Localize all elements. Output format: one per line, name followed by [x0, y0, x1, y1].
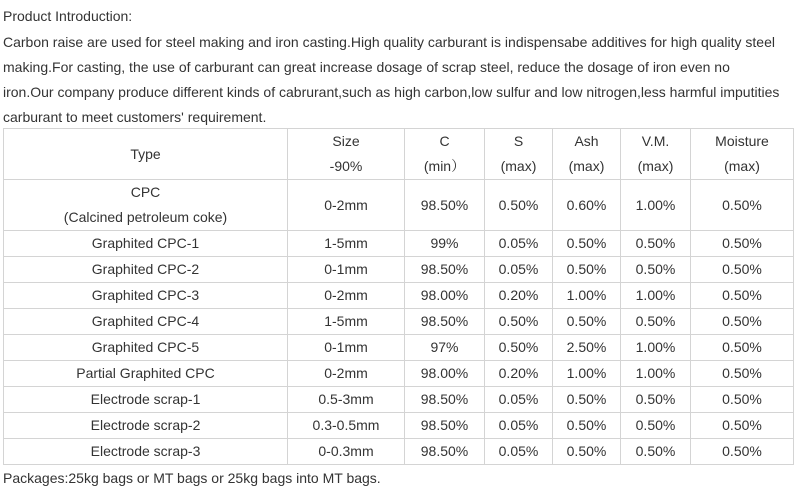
- cell-volatile-matter: 1.00%: [621, 335, 691, 361]
- cell-ash: 0.50%: [553, 309, 621, 335]
- cell-moisture: 0.50%: [691, 309, 794, 335]
- cell-ash: 0.50%: [553, 257, 621, 283]
- cell-carbon: 98.50%: [405, 257, 485, 283]
- cell-moisture: 0.50%: [691, 257, 794, 283]
- intro-line: Carbon raise are used for steel making and iron casting.High quality carburant is indispensabe additives for high quality steel: [3, 34, 775, 50]
- cell-size: 0-1mm: [288, 335, 405, 361]
- cell-sulfur: 0.50%: [485, 335, 553, 361]
- cell-moisture: 0.50%: [691, 413, 794, 439]
- cell-carbon: 98.00%: [405, 361, 485, 387]
- cell-type: Graphited CPC-1: [4, 231, 288, 257]
- cell-size: 0-1mm: [288, 257, 405, 283]
- cell-type: CPC (Calcined petroleum coke): [4, 180, 288, 231]
- cell-sulfur: 0.20%: [485, 361, 553, 387]
- cell-type: Graphited CPC-2: [4, 257, 288, 283]
- cell-moisture: 0.50%: [691, 387, 794, 413]
- header-ash: Ash (max): [553, 129, 621, 180]
- cell-sulfur: 0.50%: [485, 180, 553, 231]
- table-row: [4, 257, 794, 283]
- cell-volatile-matter: 0.50%: [621, 309, 691, 335]
- cell-volatile-matter: 0.50%: [621, 439, 691, 465]
- cell-size: 0-2mm: [288, 283, 405, 309]
- cell-size: 1-5mm: [288, 231, 405, 257]
- table-row: [4, 361, 794, 387]
- cell-carbon: 99%: [405, 231, 485, 257]
- cell-type: Partial Graphited CPC: [4, 361, 288, 387]
- table-row: [4, 283, 794, 309]
- cell-type: Graphited CPC-5: [4, 335, 288, 361]
- table-body: [4, 129, 794, 465]
- cell-type: Graphited CPC-3: [4, 283, 288, 309]
- cell-volatile-matter: 0.50%: [621, 413, 691, 439]
- cell-moisture: 0.50%: [691, 283, 794, 309]
- cell-ash: 0.60%: [553, 180, 621, 231]
- cell-ash: 1.00%: [553, 361, 621, 387]
- table-row: [4, 439, 794, 465]
- header-size: Size -90%: [288, 129, 405, 180]
- cell-size: 0-2mm: [288, 180, 405, 231]
- cell-ash: 0.50%: [553, 439, 621, 465]
- cell-volatile-matter: 1.00%: [621, 283, 691, 309]
- cell-ash: 0.50%: [553, 413, 621, 439]
- cell-carbon: 97%: [405, 335, 485, 361]
- cell-sulfur: 0.05%: [485, 439, 553, 465]
- specification-table: [3, 128, 794, 465]
- cell-volatile-matter: 0.50%: [621, 257, 691, 283]
- cell-size: 0-2mm: [288, 361, 405, 387]
- cell-size: 0.3-0.5mm: [288, 413, 405, 439]
- header-sulfur: S (max): [485, 129, 553, 180]
- cell-ash: 2.50%: [553, 335, 621, 361]
- cell-carbon: 98.50%: [405, 387, 485, 413]
- cell-type: Electrode scrap-3: [4, 439, 288, 465]
- cell-moisture: 0.50%: [691, 361, 794, 387]
- intro-line: making.For casting, the use of carburant can great increase dosage of scrap steel, reduce the dosage of iron even no: [3, 59, 730, 75]
- table-header-row: [4, 129, 794, 180]
- header-volatile-matter: V.M. (max): [621, 129, 691, 180]
- cell-moisture: 0.50%: [691, 335, 794, 361]
- table-row: [4, 180, 794, 231]
- cell-sulfur: 0.20%: [485, 283, 553, 309]
- cell-type: Electrode scrap-1: [4, 387, 288, 413]
- cell-carbon: 98.50%: [405, 180, 485, 231]
- cell-moisture: 0.50%: [691, 180, 794, 231]
- header-carbon: C (min）: [405, 129, 485, 180]
- cell-carbon: 98.00%: [405, 283, 485, 309]
- cell-volatile-matter: 0.50%: [621, 231, 691, 257]
- cell-carbon: 98.50%: [405, 309, 485, 335]
- cell-volatile-matter: 0.50%: [621, 387, 691, 413]
- cell-carbon: 98.50%: [405, 413, 485, 439]
- intro-paragraph: [3, 30, 793, 130]
- cell-carbon: 98.50%: [405, 439, 485, 465]
- intro-line: carburant to meet customers' requirement.: [3, 109, 267, 125]
- cell-size: 1-5mm: [288, 309, 405, 335]
- table-row: [4, 309, 794, 335]
- cell-volatile-matter: 1.00%: [621, 180, 691, 231]
- table-row: [4, 231, 794, 257]
- cell-type: Graphited CPC-4: [4, 309, 288, 335]
- packages-note: Packages:25kg bags or MT bags or 25kg bags into MT bags.: [3, 470, 381, 486]
- cell-sulfur: 0.50%: [485, 309, 553, 335]
- cell-ash: 1.00%: [553, 283, 621, 309]
- cell-moisture: 0.50%: [691, 439, 794, 465]
- header-moisture: Moisture (max): [691, 129, 794, 180]
- cell-sulfur: 0.05%: [485, 413, 553, 439]
- intro-line: iron.Our company produce different kinds of cabrurant,such as high carbon,low sulfur and low nitrogen,less harmful imputities: [3, 84, 780, 100]
- cell-moisture: 0.50%: [691, 231, 794, 257]
- cell-size: 0.5-3mm: [288, 387, 405, 413]
- header-type: Type: [4, 129, 288, 180]
- cell-ash: 0.50%: [553, 231, 621, 257]
- cell-sulfur: 0.05%: [485, 257, 553, 283]
- cell-sulfur: 0.05%: [485, 387, 553, 413]
- table-row: [4, 387, 794, 413]
- table-row: [4, 413, 794, 439]
- cell-size: 0-0.3mm: [288, 439, 405, 465]
- cell-sulfur: 0.05%: [485, 231, 553, 257]
- table-row: [4, 335, 794, 361]
- section-heading: Product Introduction:: [3, 8, 133, 24]
- cell-volatile-matter: 1.00%: [621, 361, 691, 387]
- cell-ash: 0.50%: [553, 387, 621, 413]
- cell-type: Electrode scrap-2: [4, 413, 288, 439]
